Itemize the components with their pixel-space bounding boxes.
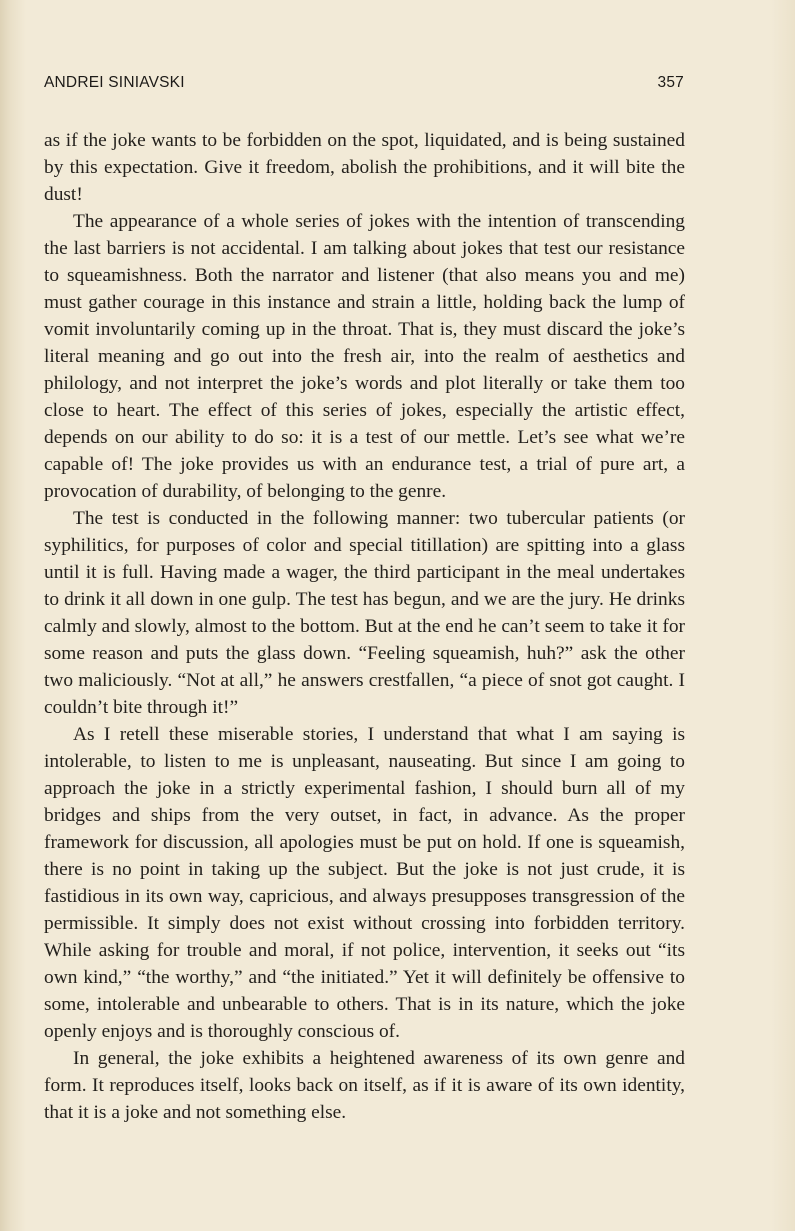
paragraph: As I retell these miserable stories, I understand that what I am saying is intolerable, to listen to me is unpleasant, nauseating. But since I am going to approach the joke in a strictly experimental fashion, I should burn all of my bridges and ships from the very outset, in fact, in advance. As the proper framework for discussion, all apologies must be put on hold. If one is squeamish, there is no point in taking up the subject. But the joke is not just crude, it is fastidious in its own way, capricious, and always presupposes transgression of the permissible. It simply does not exist without crossing into forbidden territory. While asking for trouble and moral, if not police, intervention, it seeks out “its own kind,” “the worthy,” and “the initiated.” Yet it will definitely be offensive to some, intolerable and unbearable to others. That is in its nature, which the joke openly enjoys and is thoroughly conscious of. (44, 724, 685, 1042)
body-text (44, 127, 685, 1126)
page-number: 357 (657, 74, 684, 91)
paragraph: The test is conducted in the following manner: two tubercular patients (or syphilitics, for purposes of color and special titillation) are spitting into a glass until it is full. Having made a wager, the third participant in the meal undertakes to drink it all down in one gulp. The test has begun, and we are the jury. He drinks calmly and slowly, almost to the bottom. But at the end he can’t seem to take it for some reason and puts the glass down. “Feeling squeamish, huh?” ask the other two maliciously. “Not at all,” he answers crestfallen, “a piece of snot got caught. I couldn’t bite through it!” (44, 508, 685, 718)
running-head-author: ANDREI SINIAVSKI (44, 74, 185, 91)
paragraph: In general, the joke exhibits a heightened awareness of its own genre and form. It reproduces itself, looks back on itself, as if it is aware of its own identity, that it is a joke and not something else. (44, 1048, 685, 1123)
paragraph-continuation: as if the joke wants to be forbidden on the spot, liquidated, and is being sustained by this expectation. Give it freedom, abolish the prohibitions, and it will bite the dust! (44, 130, 685, 205)
paragraph: The appearance of a whole series of jokes with the intention of transcending the last barriers is not accidental. I am talking about jokes that test our resistance to squeamishness. Both the narrator and listener (that also means you and me) must gather courage in this instance and strain a little, holding back the lump of vomit involuntarily coming up in the throat. That is, they must discard the joke’s literal meaning and go out into the fresh air, into the realm of aesthetics and philology, and not interpret the joke’s words and plot literally or take them too close to heart. The effect of this series of jokes, especially the artistic effect, depends on our ability to do so: it is a test of our mettle. Let’s see what we’re capable of! The joke provides us with an endurance test, a trial of pure art, a provocation of durability, of belonging to the genre. (44, 211, 685, 502)
running-head (44, 74, 684, 98)
